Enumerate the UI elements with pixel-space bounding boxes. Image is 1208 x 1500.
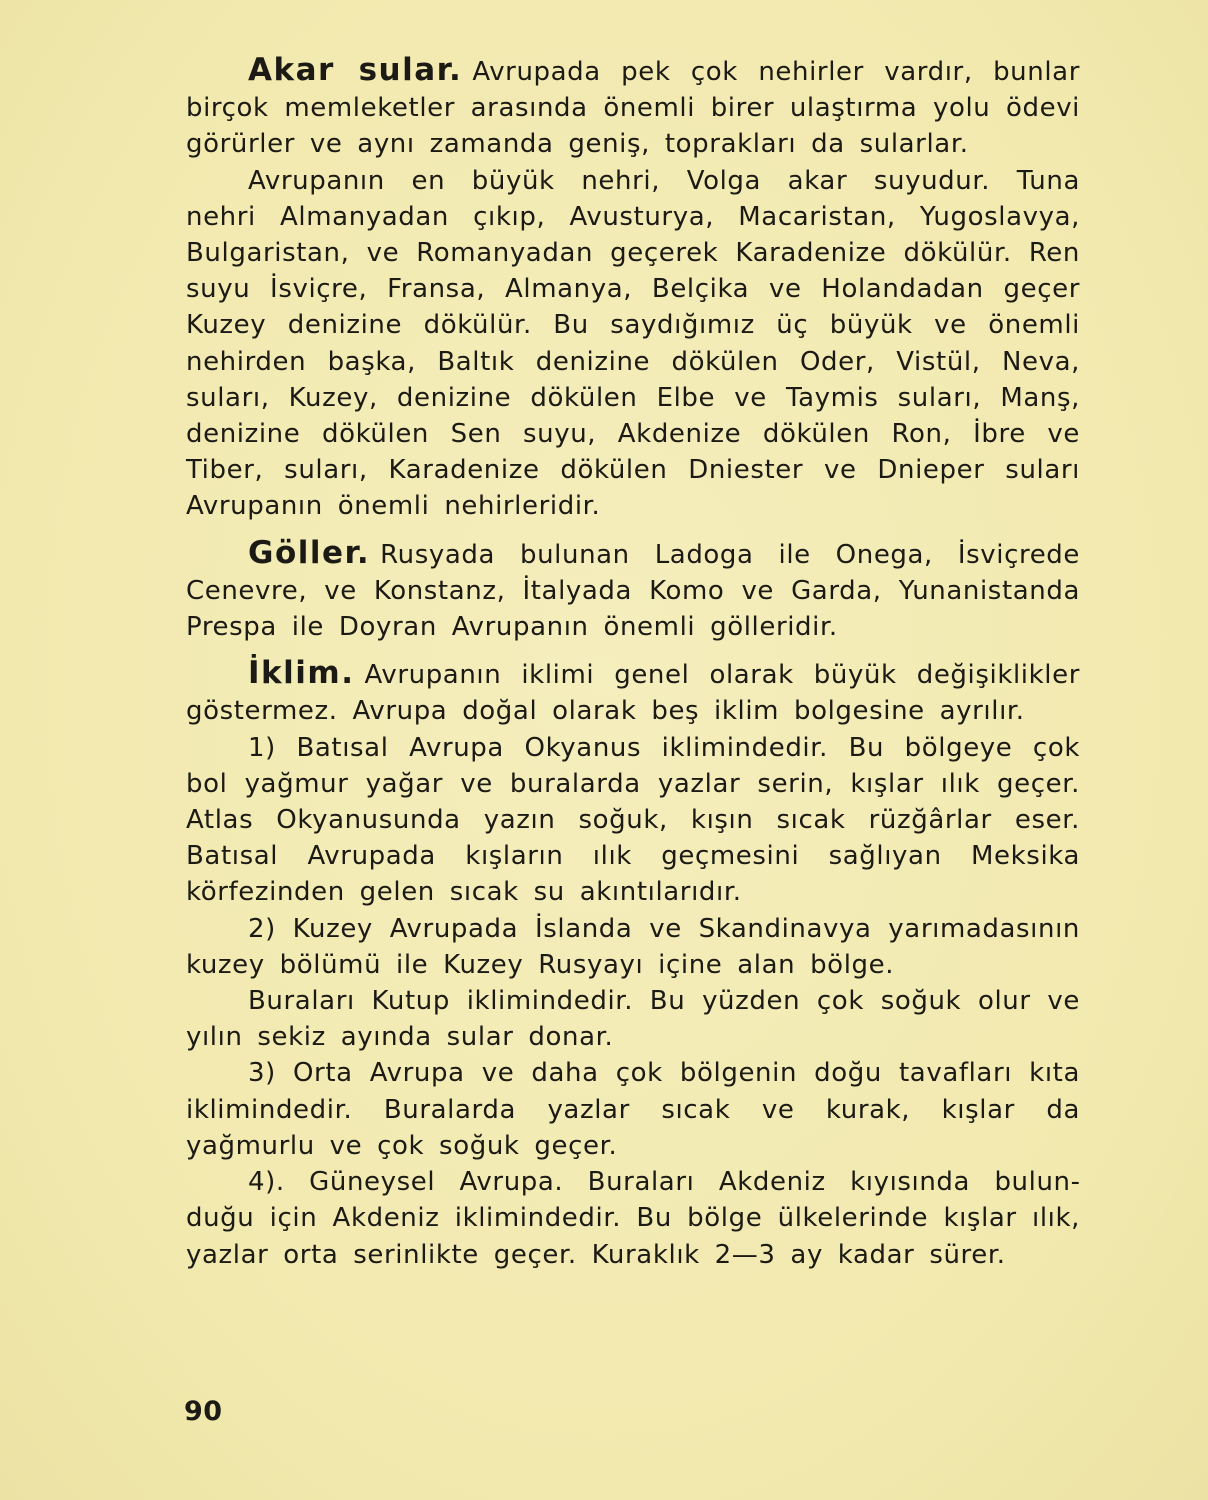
paragraph-item-3: 3) Orta Avrupa ve daha çok bölgenin doğu tavafları kıta iklimindedir. Buralarda yazlar sıcak ve kurak, kışlar da yağmurlu ve çok soğuk geçer. [186,1058,1080,1161]
paragraph-text: Rusyada bulunan Ladoga ile Onega, İsviçrede Cenevre, ve Konstanz, İtalyada Komo ve Garda, Yunanistanda Prespa ile Doyran Avrupanın önemli gölleridir. [186,539,1080,643]
paragraph-text: Avrupada pek çok nehirler vardır, bunlar birçok memleketler arasında önemli birer ulaştırma yolu ödevi görürler ve aynı zamanda geniş, toprakları da sularlar. [186,57,1080,160]
paragraph-text: Avrupanın iklimi genel olarak büyük değişiklikler göstermez. Avrupa doğal olarak beş iklim bolgesine ayrılır. [186,660,1080,727]
paragraph-item-2: 2) Kuzey Avrupada İslanda ve Skandinavya yarımadasının kuzey bölümü ile Kuzey Rusyayı içine alan bölge. [186,913,1080,980]
text-block [186,52,1080,1273]
paragraph-iklim [186,655,1080,729]
heading-goller: Göller. [248,534,371,571]
paragraph-rivers: Avrupanın en büyük nehri, Volga akar suyudur. Tuna nehri Almanyadan çıkıp, Avusturya, Macaristan, Yugoslavya, Bulgaristan, ve Romanyadan geçerek Karadenize dökülür. Ren suyu İsviçre, Fransa, Almanya, Belçika ve Holandadan geçer Kuzey denizine dökülür. Bu saydığımız üç büyük ve önemli nehirden başka, Baltık denizine dökülen Oder, Vistül, Neva, suları, Kuzey, denizine dökülen Elbe ve Taymis suları, Manş, denizine dökülen Sen suyu, Akdenize dökülen Ron, İbre ve Tiber, suları, Karadenize dökülen Dniester ve Dnieper suları Avrupanın önemli nehirleridir. [186,165,1080,522]
paragraph-item-4: 4). Güneysel Avrupa. Buraları Akdeniz kıyısında bulunduğu için Akdeniz iklimindedir. Bu bölge ülkelerinde kışlar ılık, yazlar orta serinlikte geçer. Kuraklık 2—3 ay kadar sürer. [186,1167,1080,1270]
paragraph-item-2-continued: Buraları Kutup iklimindedir. Bu yüzden çok soğuk olur ve yılın sekiz ayında sular donar. [186,986,1080,1053]
heading-iklim: İklim. [248,655,355,692]
paragraph-goller [186,535,1080,646]
paragraph-item-1: 1) Batısal Avrupa Okyanus iklimindedir. Bu bölgeye çok bol yağmur yağar ve buralarda yazlar serin, kışlar ılık geçer. Atlas Okyanusunda yazın soğuk, kışın sıcak rüzğârlar eser. Batısal Avrupada kışların ılık geçmesini sağlıyan Meksika körfezinden gelen sıcak su akıntılarıdır. [186,732,1080,908]
page-number: 90 [184,1396,223,1427]
paragraph-akar-sular [186,52,1080,163]
heading-akar-sular: Akar sular. [248,52,463,88]
